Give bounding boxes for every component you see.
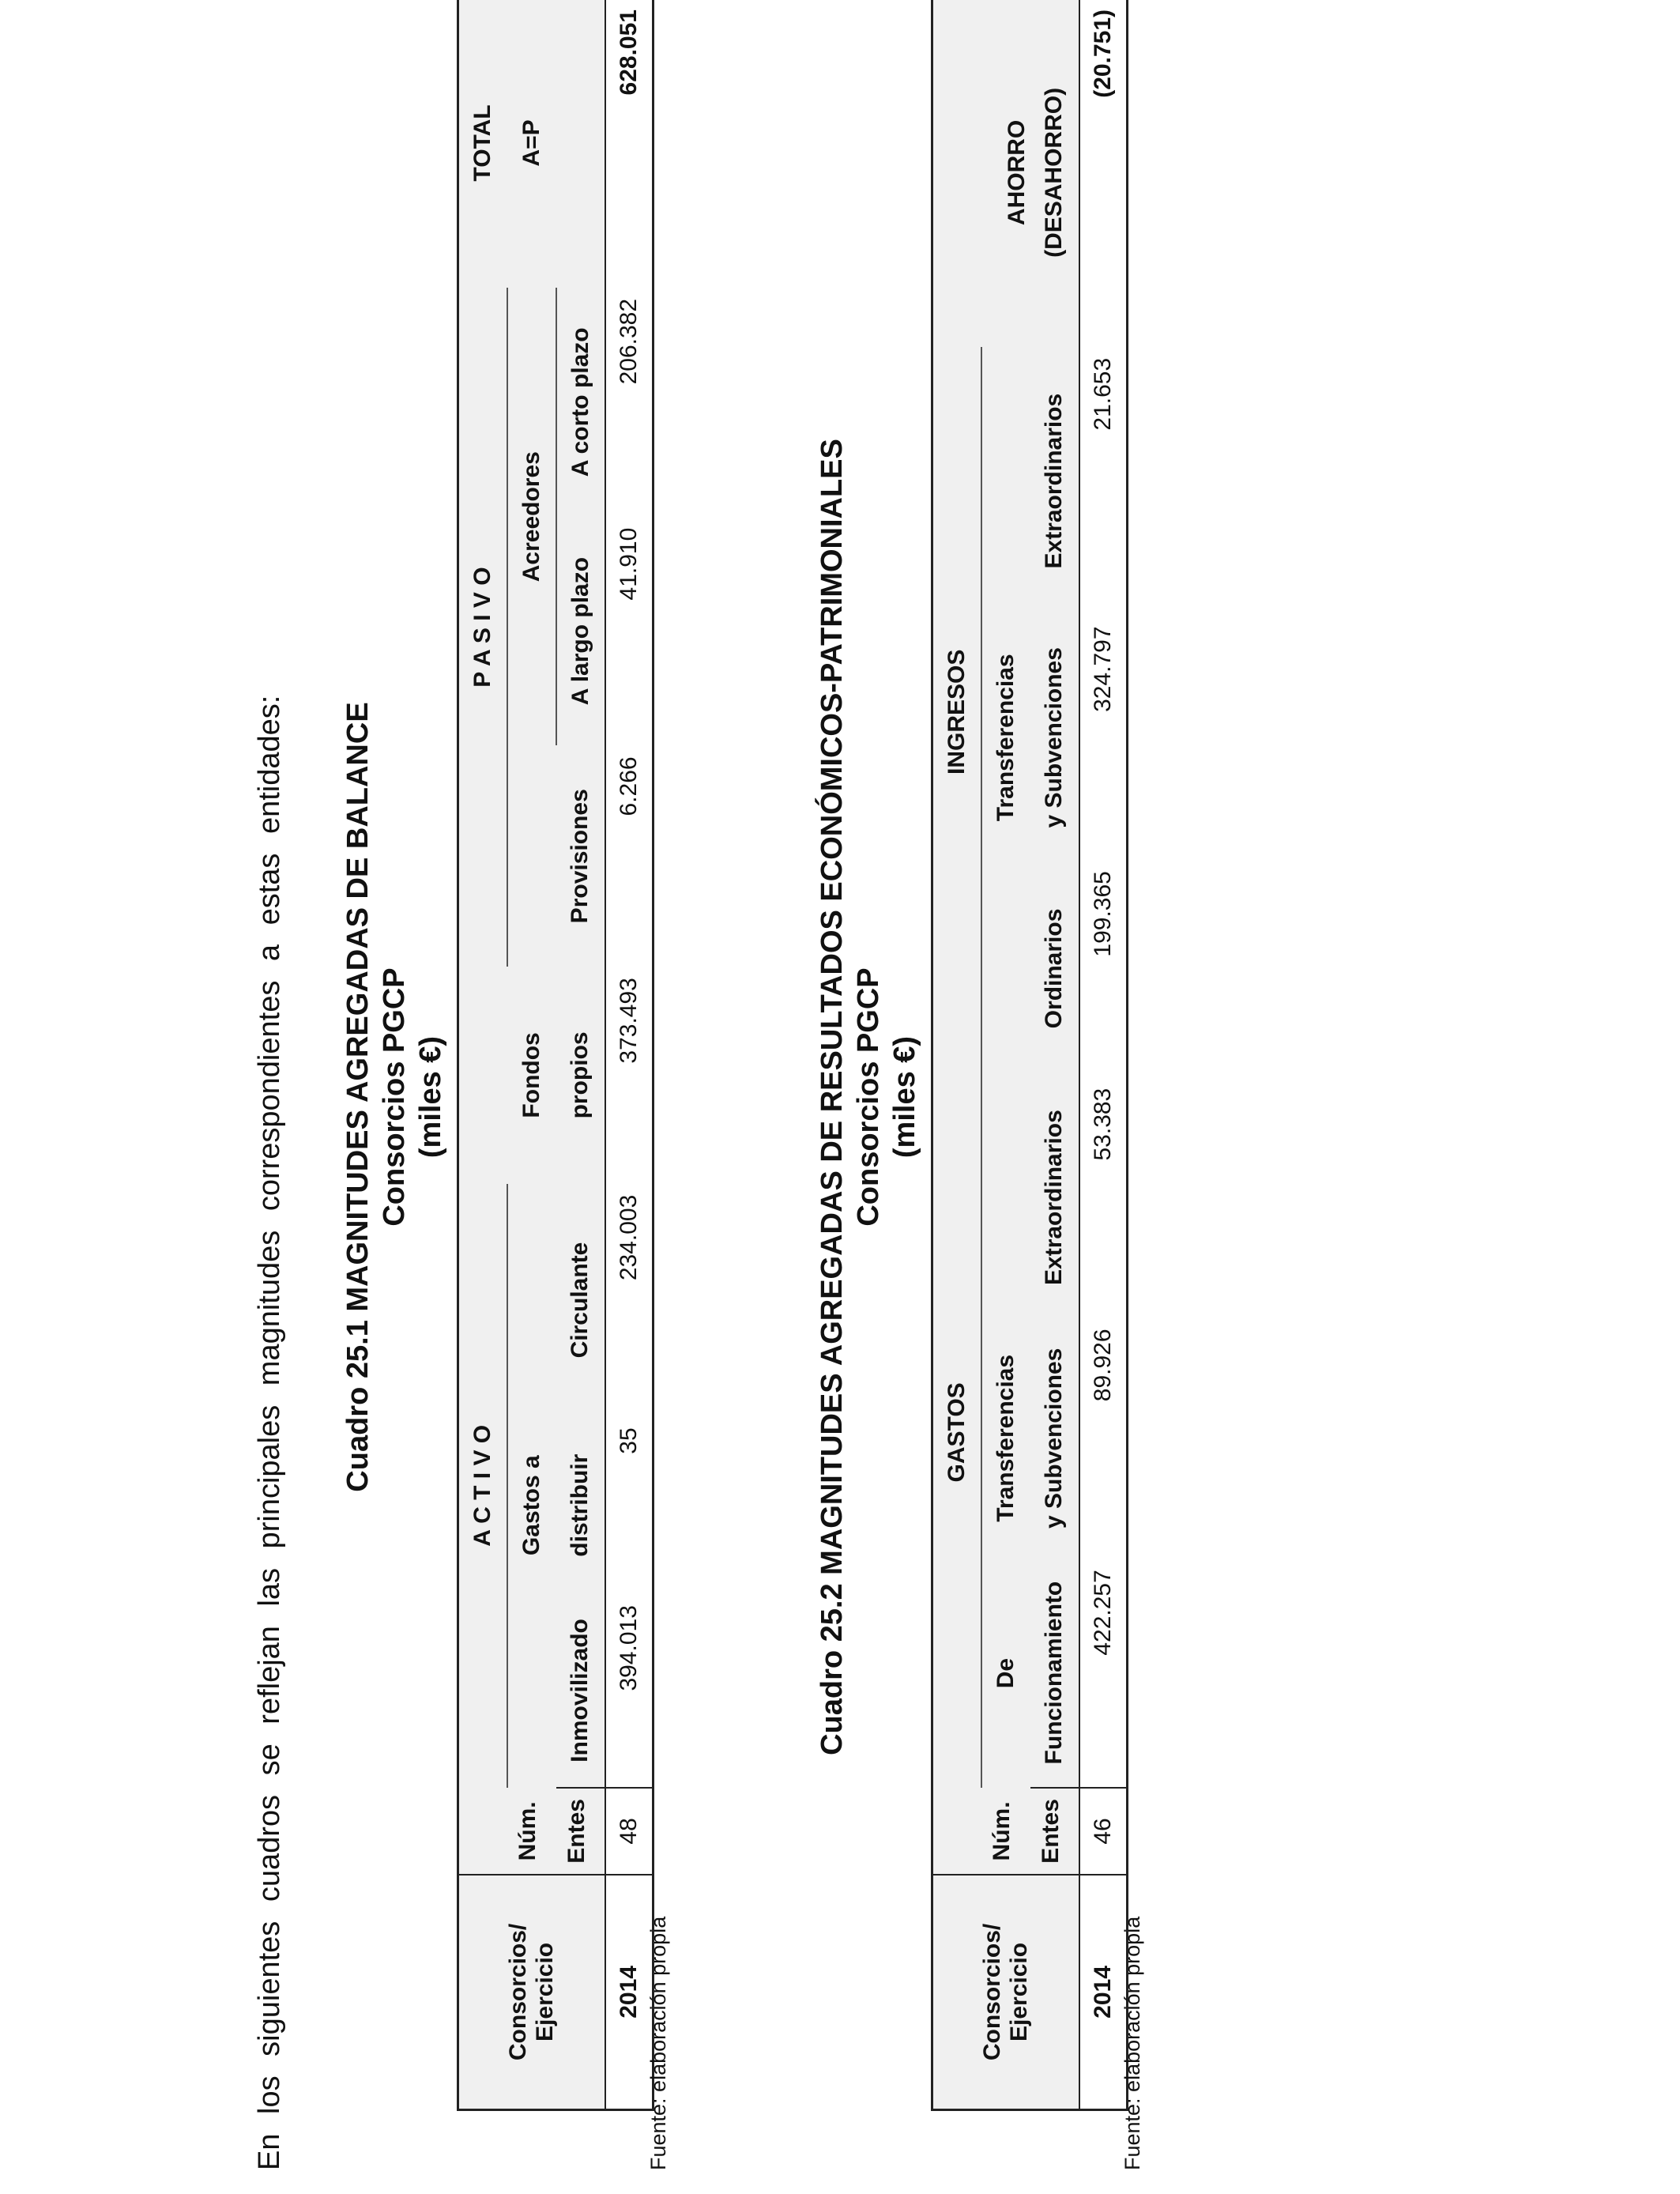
- table1-cell-inmovilizado: 394.013: [605, 1594, 654, 1788]
- table2-cell-ejercicio: 2014: [1079, 1875, 1128, 2110]
- table2-title-block: [814, 0, 923, 2194]
- table2-ejercicio-label: Ejercicio: [1005, 1942, 1032, 2041]
- table1-num-label: Núm.: [514, 1801, 541, 1861]
- table2-consorcios-label: Consorcios/: [978, 1923, 1005, 2061]
- table1-col-inmovilizado: Inmovilizado: [556, 1594, 605, 1788]
- table1-col-corto-plazo: A corto plazo: [556, 288, 605, 517]
- table1-cell-corto-plazo: 206.382: [605, 288, 654, 517]
- table2-cell-ordinarios: 199.365: [1079, 860, 1128, 1077]
- table2-source: Fuente: elaboración propia: [1121, 1916, 1144, 2170]
- table2-cell-funcionamiento: 422.257: [1079, 1559, 1128, 1788]
- table1-title-block: [340, 0, 449, 2194]
- table1-consorcios-label: Consorcios/: [504, 1923, 531, 2061]
- table2-col-ahorro: AHORRO: [932, 0, 1030, 347]
- table1-col-total: TOTAL: [458, 0, 507, 288]
- table-row: [1079, 0, 1128, 2110]
- table1-col-circulante: Circulante: [556, 1184, 605, 1417]
- table2-cell-gastos-extraordinarios: 53.383: [1079, 1077, 1128, 1318]
- table1-cell-ejercicio: 2014: [605, 1875, 654, 2110]
- table2-col-de: De: [981, 1559, 1030, 1788]
- table1-cell-fondos-propios: 373.493: [605, 967, 654, 1184]
- table2-col-consorcios: [932, 1875, 1079, 2110]
- table1-col-distribuir: distribuir: [556, 1416, 605, 1594]
- table1-subtitle: Consorcios PGCP: [378, 967, 411, 1227]
- table2-col-ordinarios: Ordinarios: [1030, 860, 1079, 1077]
- table1-balance: [457, 0, 654, 2111]
- table1-cell-gastos-distribuir: 35: [605, 1416, 654, 1594]
- table2-title: Cuadro 25.2 MAGNITUDES AGREGADAS DE RESULTADOS ECONÓMICOS-PATRIMONIALES: [816, 439, 849, 1755]
- table1-entes-label: Entes: [563, 1799, 590, 1864]
- table2-unit: (miles €): [888, 1035, 921, 1159]
- table2-cell-entes: 46: [1079, 1788, 1128, 1875]
- table2-subtitle: Consorcios PGCP: [852, 967, 885, 1227]
- table1-unit: (miles €): [414, 1035, 447, 1159]
- table2-ingresos-col-extraordinarios: Extraordinarios: [1030, 347, 1079, 616]
- table1-col-gastos-a: Gastos a: [507, 1416, 556, 1594]
- table1-cell-largo-plazo: 41.910: [605, 517, 654, 746]
- table1-col-propios: propios: [556, 967, 605, 1184]
- table1-group-acreedores: Acreedores: [507, 288, 556, 745]
- table1-cell-provisiones: 6.266: [605, 745, 654, 967]
- table2-gastos-col-subvenciones: y Subvenciones: [1030, 1318, 1079, 1559]
- table1-col-provisiones: Provisiones: [556, 745, 605, 967]
- table2-cell-ingresos-extraordinarios: 21.653: [1079, 347, 1128, 616]
- table2-gastos-col-extraordinarios: Extraordinarios: [1030, 1077, 1079, 1318]
- table2-num-label: Núm.: [989, 1801, 1015, 1861]
- table2-col-num-entes: [989, 1788, 1079, 1875]
- table2-ingresos-col-transferencias: Transferencias: [981, 615, 1030, 860]
- intro-paragraph: En los siguientes cuadros se reflejan las principales magnitudes correspondientes a estas entidades:: [253, 695, 286, 2170]
- table1-group-activo: A C T I V O: [458, 1184, 507, 1788]
- table2-cell-ingresos-transferencias: 324.797: [1079, 615, 1128, 860]
- table1-col-num-entes: [514, 1788, 605, 1875]
- table1-cell-total: 628.051: [605, 0, 654, 288]
- table-row: [605, 0, 654, 2110]
- table2-col-funcionamiento: Funcionamiento: [1030, 1559, 1079, 1788]
- table1-col-consorcios: [458, 1875, 605, 2110]
- table2-cell-gastos-transferencias: 89.926: [1079, 1318, 1128, 1559]
- table2-cell-ahorro: (20.751): [1079, 0, 1128, 347]
- table2-resultados: [931, 0, 1128, 2111]
- table2-entes-label: Entes: [1038, 1799, 1064, 1864]
- table1-ejercicio-label: Ejercicio: [531, 1942, 558, 2041]
- table2-col-desahorro: (DESAHORRO): [1030, 0, 1079, 347]
- table1-col-ap: A=P: [507, 0, 556, 288]
- table1-title: Cuadro 25.1 MAGNITUDES AGREGADAS DE BALANCE: [341, 702, 375, 1492]
- table1-col-fondos: Fondos: [507, 967, 556, 1184]
- table1-cell-circulante: 234.003: [605, 1184, 654, 1417]
- table2-ingresos-col-subvenciones: y Subvenciones: [1030, 615, 1079, 860]
- table1-source: Fuente: elaboración propia: [646, 1916, 670, 2170]
- table2-gastos-col-transferencias: Transferencias: [981, 1318, 1030, 1559]
- table1-group-pasivo: P A S I V O: [458, 288, 507, 967]
- table2-group-gastos: GASTOS: [932, 1077, 981, 1788]
- table1-col-largo-plazo: A largo plazo: [556, 517, 605, 746]
- table2-group-ingresos: INGRESOS: [932, 347, 981, 1077]
- table1-cell-entes: 48: [605, 1788, 654, 1875]
